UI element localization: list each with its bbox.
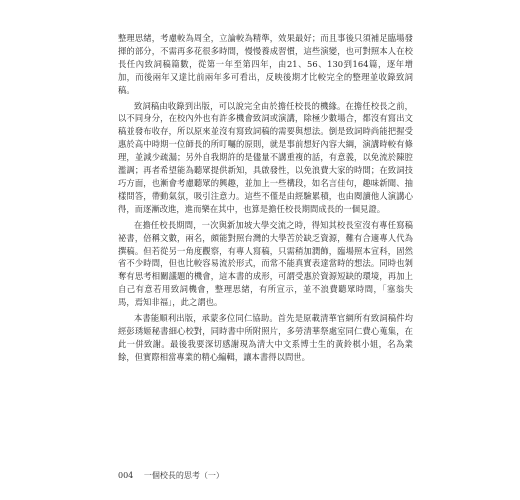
- paragraph-4: 本書能順利出版，承蒙多位同仁協助。首先是原載清華官網所有致詞稿件均經彭琇姬秘書細心校對，同時書中所附照片，多勞清華祭處室同仁費心蒐集，在此一併致謝。最後我要深切感謝現為清大中文系博士生的黃鈴棋小姐，名為業餘，但實際相當專業的精心編輯，讓本書得以問世。: [118, 313, 413, 362]
- running-title: 一個校長的思考（一）: [143, 471, 224, 480]
- body-text: [118, 32, 413, 367]
- paragraph-2: 致詞稿由收錄到出版，可以說完全由於擔任校長的機緣。在擔任校長之前，以不同身分，在校內外也有許多機會致詞或演講，除極少數場合，都沒有寫出文稿並發布收存，所以原來並沒有寫致詞稿的需要與想法。倒是致詞時尚能把握受惠於高中時期一位師長的所叮囑的原則，就是事前想好內容大綱，演講時較有條理，並減少疏漏；另外自我期許的是儘量不講重複的話，有意義，以免流於陳腔濫調；再者希望能為聽眾提供新知，具啟發性，以免浪費大家的時間；在致詞技巧方面，也漸會考慮聽眾的興趣，並加上一些構段，如名言佳句，趣味新聞、抽樣問答，帶動氣氛，吸引注意力。這些不僅是由經驗累積，也由閱讀他人演講心得，而逐漸改進，進而樂在其中，也算是擔任校長期間成長的一個見證。: [118, 100, 413, 214]
- page-number: 004: [118, 471, 134, 480]
- paragraph-1: 整理思緒，考慮較為周全，立論較為精準，效果最好；而且事後只須補足臨場發揮的部分，不需再多花很多時間，慢慢養成習慣，這些演變，也可對照本人在校長任內致詞稿篇數，從第一年至第四年，由21、56、130到164篇，逐年增加，而後兩年又達比前兩年多可看出，反映後期才比較完全的整理並收錄致詞稿。: [118, 33, 413, 95]
- page-footer: [118, 470, 224, 481]
- paragraph-3: 在擔任校長期間，一次與新加坡大學交流之時，得知其校長室沒有專任寫稿祕書，倍稱文數，兩名，頗能對照台灣的大學苦於缺乏資源，難有合適專人代為撰稿。但若從另一角度觀察，有專人寫稿，只需稍加潤飾，臨場照本宣科，固然省不少時間，但也比較容易流於形式，而常不能真實表達當時的想法。同時也剝奪有思考相關議題的機會，這本書的成形，可謂受惠於資源短缺的環境，再加上自己有意若用致詞機會，整理思緒，有所宣示，並不浪費聽眾時間，「塞翁失馬，焉知非福」，此之謂也。: [118, 219, 413, 308]
